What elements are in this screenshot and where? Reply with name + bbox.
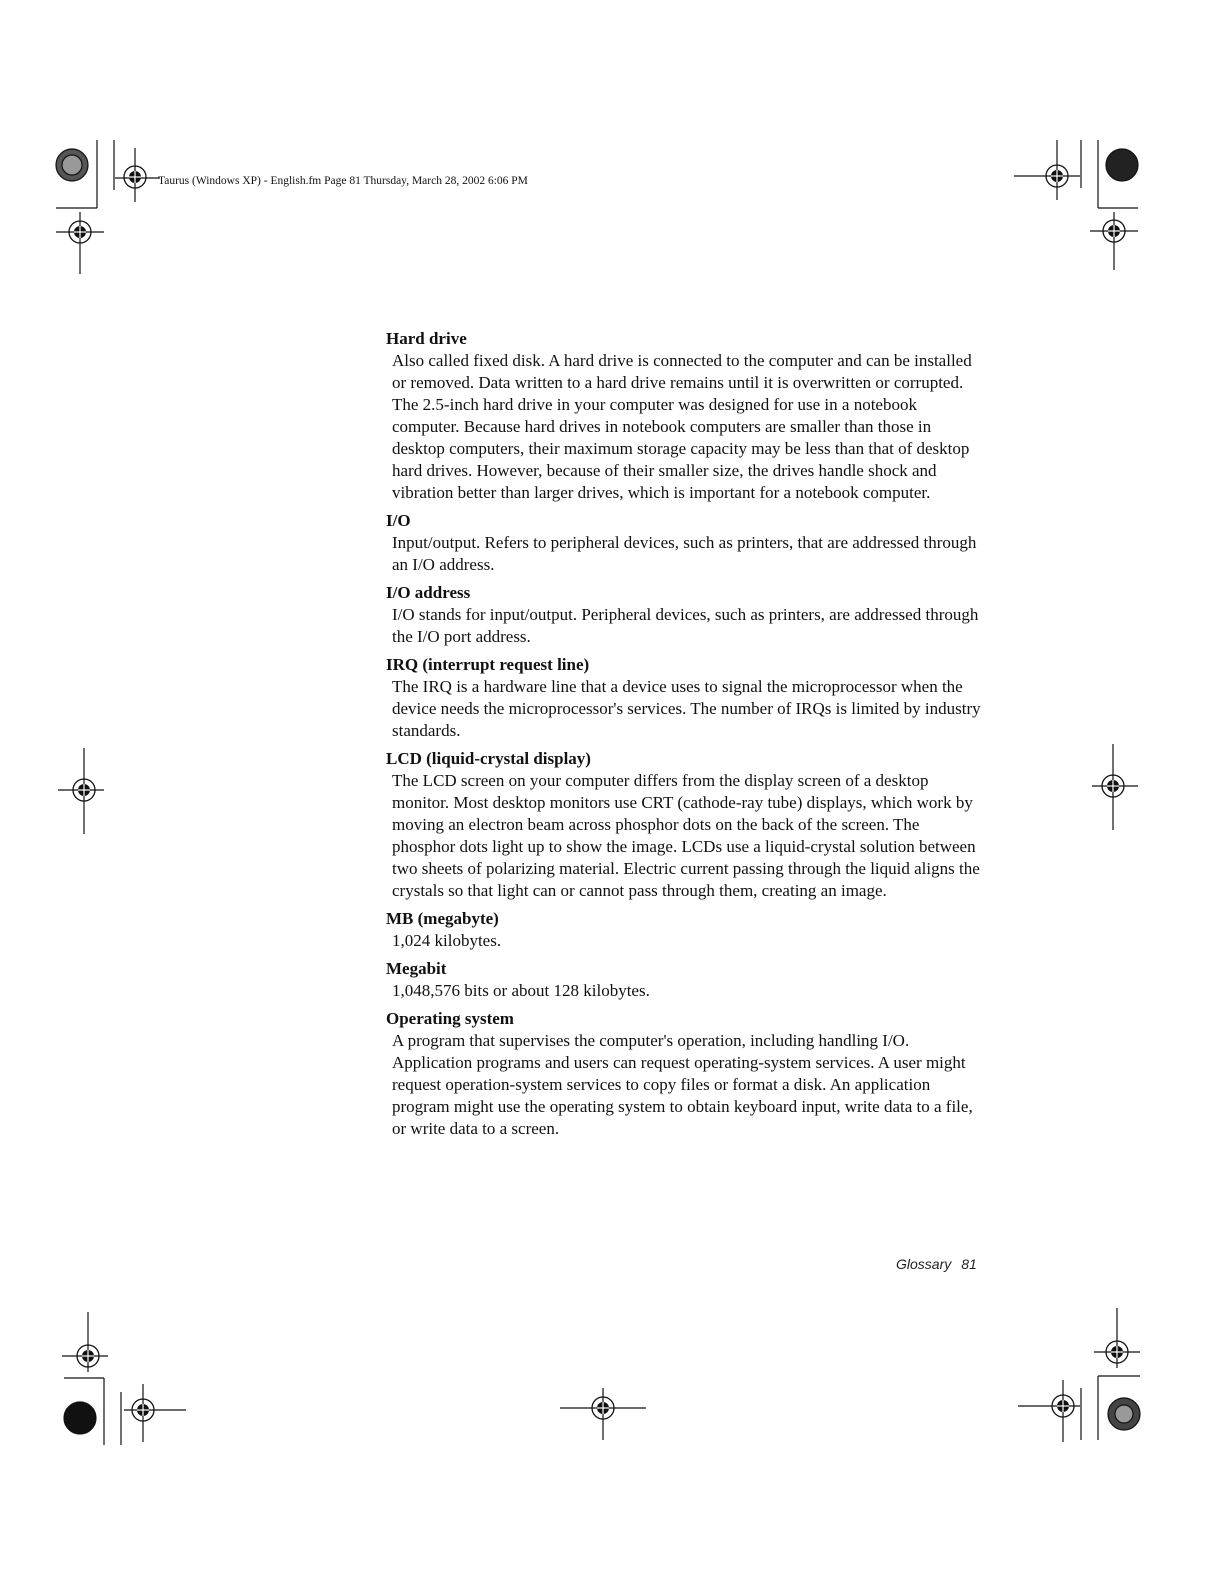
crop-mark-top-right <box>1014 140 1138 270</box>
glossary-definition: Input/output. Refers to peripheral devices, such as printers, that are addressed through an I/O address. <box>392 533 977 574</box>
glossary-entry-hard-drive <box>386 328 986 504</box>
glossary-definition: The LCD screen on your computer differs from the display screen of a desktop monitor. Most desktop monitors use CRT (cathode-ray tube) displays, which work by moving an electron beam across phosphor dots on the back of the screen. The phosphor dots light up to show the image. LCDs use a liquid-crystal solution between two sheets of polarizing material. Electric current passing through the liquid aligns the crystals so that light can or cannot pass through them, creating an image. <box>392 771 980 900</box>
glossary-content <box>386 328 986 1146</box>
glossary-entry-lcd <box>386 748 986 902</box>
glossary-entry-irq <box>386 654 986 742</box>
glossary-term: Megabit <box>386 959 447 978</box>
footer-section: Glossary <box>896 1256 952 1272</box>
glossary-term: I/O <box>386 511 411 530</box>
glossary-definition: Also called fixed disk. A hard drive is connected to the computer and can be installed or removed. Data written to a hard drive remains until it is overwritten or corrupted. <box>392 351 972 392</box>
glossary-definition: 1,024 kilobytes. <box>392 931 502 950</box>
glossary-entry-megabit <box>386 958 986 1002</box>
glossary-term: MB (megabyte) <box>386 909 499 928</box>
glossary-definition: A program that supervises the computer's operation, including handling I/O. Application programs and users can request operating-system services. A user might request operation-system services to copy files or format a disk. An application program might use the operating system to obtain keyboard input, write data to a file, or write data to a screen. <box>392 1031 973 1138</box>
page-footer <box>896 1256 977 1272</box>
crop-mark-bottom-right <box>1018 1308 1140 1442</box>
glossary-definition: The IRQ is a hardware line that a device uses to signal the microprocessor when the device needs the microprocessor's services. The number of IRQs is limited by industry standards. <box>392 677 981 740</box>
footer-page-number: 81 <box>961 1256 977 1272</box>
glossary-entry-mb <box>386 908 986 952</box>
glossary-term: IRQ (interrupt request line) <box>386 655 590 674</box>
glossary-definition: I/O stands for input/output. Peripheral devices, such as printers, are addressed through the I/O port address. <box>392 605 979 646</box>
crop-mark-bottom-left <box>62 1312 186 1445</box>
glossary-term: LCD (liquid-crystal display) <box>386 749 591 768</box>
glossary-definition: 1,048,576 bits or about 128 kilobytes. <box>392 981 650 1000</box>
glossary-term: Hard drive <box>386 329 467 348</box>
glossary-entry-io <box>386 510 986 576</box>
glossary-term: Operating system <box>386 1009 514 1028</box>
glossary-entry-io-address <box>386 582 986 648</box>
document-slug-line: Taurus (Windows XP) - English.fm Page 81 Thursday, March 28, 2002 6:06 PM <box>158 175 528 187</box>
glossary-entry-operating-system <box>386 1008 986 1140</box>
crop-mark-top-left <box>56 140 160 274</box>
glossary-definition: The 2.5-inch hard drive in your computer was designed for use in a notebook computer. Because hard drives in notebook computers are smaller than those in desktop computers, their maximum storage capacity may be less than that of desktop hard drives. However, because of their smaller size, the drives handle shock and vibration better than larger drives, which is important for a notebook computer. <box>392 395 970 502</box>
glossary-term: I/O address <box>386 583 471 602</box>
